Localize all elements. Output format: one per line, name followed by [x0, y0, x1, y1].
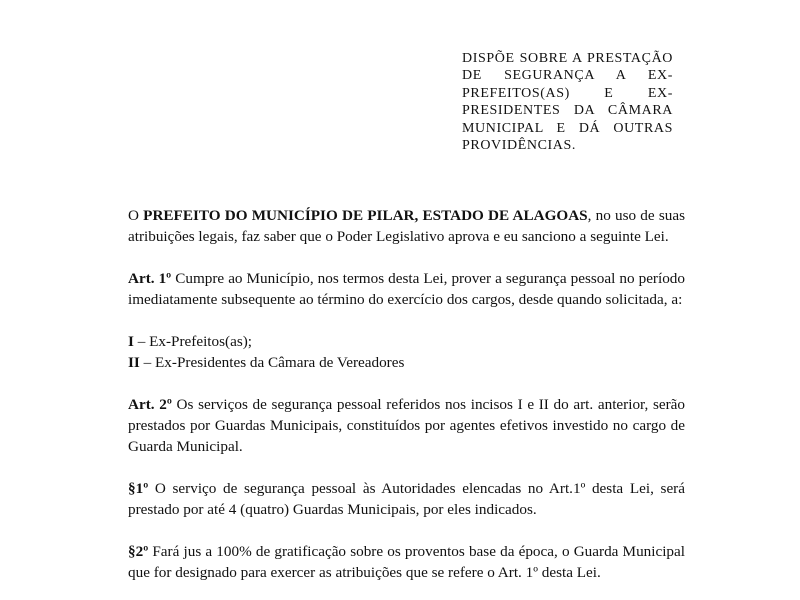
inciso-item	[128, 331, 685, 352]
incisos-list	[128, 331, 685, 373]
inciso-text: – Ex-Presidentes da Câmara de Vereadores	[139, 354, 405, 371]
preamble-authority: PREFEITO DO MUNICÍPIO DE PILAR, ESTADO DE ALAGOAS	[143, 207, 588, 224]
preamble-rest: , no uso de suas atribuições legais, faz saber que o Poder Legislativo aprova e eu sanciono a seguinte Lei.	[128, 207, 685, 245]
ementa-summary: DISPÕE SOBRE A PRESTAÇÃO DE SEGURANÇA A EX-PREFEITOS(AS) E EX-PRESIDENTES DA CÂMARA MUNICIPAL E DÁ OUTRAS PROVIDÊNCIAS.	[462, 51, 673, 154]
article-2-text: Os serviços de segurança pessoal referidos nos incisos I e II do art. anterior, serão prestados por Guardas Municipais, constituídos por agentes efetivos investido no cargo de Guarda Municipal.	[128, 396, 685, 455]
paragraph-1-text: O serviço de segurança pessoal às Autoridades elencadas no Art.1º desta Lei, será prestado por até 4 (quatro) Guardas Municipais, por eles indicados.	[128, 480, 685, 518]
paragraph-2-label: §2º	[128, 543, 149, 560]
law-body	[128, 205, 685, 583]
article-1	[128, 268, 685, 310]
paragraph-2-text: Fará jus a 100% de gratificação sobre os proventos base da época, o Guarda Municipal que for designado para exercer as atribuições que se refere o Art. 1º desta Lei.	[128, 543, 685, 581]
paragraph-2	[128, 541, 685, 583]
inciso-item	[128, 352, 685, 373]
paragraph-1-label: §1º	[128, 480, 149, 497]
article-2-label: Art. 2º	[128, 396, 172, 413]
inciso-text: – Ex-Prefeitos(as);	[133, 333, 253, 350]
inciso-number: II	[128, 354, 140, 371]
preamble-paragraph	[128, 205, 685, 247]
article-1-label: Art. 1º	[128, 270, 172, 287]
inciso-number: I	[128, 333, 134, 350]
article-1-text: Cumpre ao Município, nos termos desta Lei, prover a segurança pessoal no período imediatamente subsequente ao término do exercício dos cargos, desde quando solicitada, a:	[128, 270, 685, 308]
preamble-lead: O	[128, 207, 144, 224]
article-2	[128, 394, 685, 457]
paragraph-1	[128, 478, 685, 520]
